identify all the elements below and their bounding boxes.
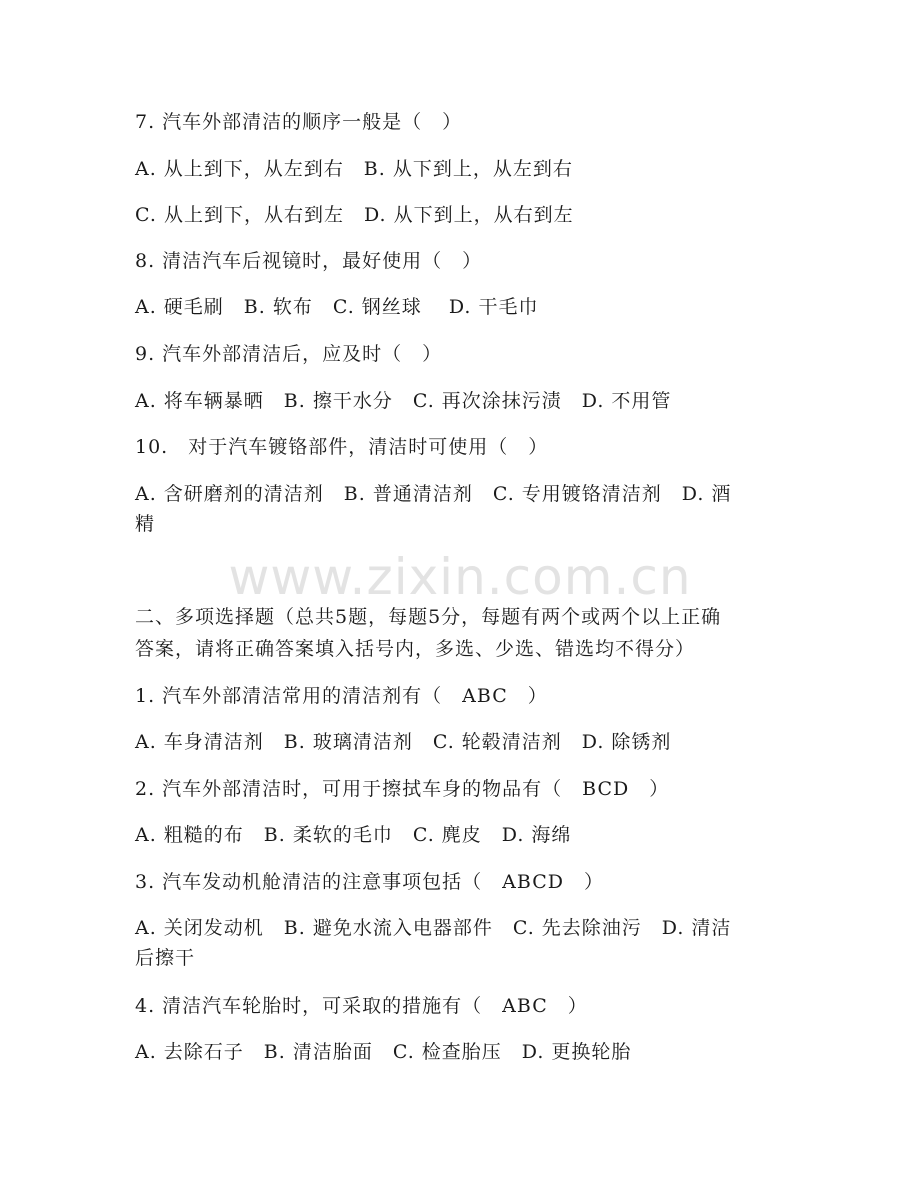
question-7: 7. 汽车外部清洁的顺序一般是（ ） [135, 111, 463, 133]
question-9: 9. 汽车外部清洁后，应及时（ ） [135, 343, 443, 365]
question-9-options: A. 将车辆暴晒 B. 擦干水分 C. 再次涂抹污渍 D. 不用管 [135, 390, 672, 412]
question-10-options-line2: 精 [135, 513, 156, 535]
watermark: www.zixin.com.cn [228, 548, 692, 606]
question-7-options-ab: A. 从上到下，从左到右 B. 从下到上，从左到右 [135, 158, 573, 180]
multi-question-1-options: A. 车身清洁剂 B. 玻璃清洁剂 C. 轮毂清洁剂 D. 除锈剂 [135, 731, 672, 753]
multi-question-4-options: A. 去除石子 B. 清洁胎面 C. 检查胎压 D. 更换轮胎 [135, 1041, 632, 1063]
question-8-options: A. 硬毛刷 B. 软布 C. 钢丝球 D. 干毛巾 [135, 296, 539, 318]
multi-question-3-options-line2: 后擦干 [135, 947, 196, 969]
section-heading-line2: 答案，请将正确答案填入括号内，多选、少选、错选均不得分） [135, 638, 696, 660]
multi-question-2-options: A. 粗糙的布 B. 柔软的毛巾 C. 麂皮 D. 海绵 [135, 824, 572, 846]
multi-question-4: 4. 清洁汽车轮胎时，可采取的措施有（ ABC ） [135, 995, 588, 1017]
question-10: 10. 对于汽车镀铬部件，清洁时可使用（ ） [135, 436, 549, 458]
multi-question-2: 2. 汽车外部清洁时，可用于擦拭车身的物品有（ BCD ） [135, 778, 670, 800]
question-7-options-cd: C. 从上到下，从右到左 D. 从下到上，从右到左 [135, 204, 574, 226]
multi-question-3-options-line1: A. 关闭发动机 B. 避免水流入电器部件 C. 先去除油污 D. 清洁 [135, 917, 732, 939]
question-8: 8. 清洁汽车后视镜时，最好使用（ ） [135, 250, 483, 272]
multi-question-1: 1. 汽车外部清洁常用的清洁剂有（ ABC ） [135, 685, 548, 707]
section-heading-line1: 二、多项选择题（总共5题，每题5分，每题有两个或两个以上正确 [135, 606, 722, 628]
question-10-options-line1: A. 含研磨剂的清洁剂 B. 普通清洁剂 C. 专用镀铬清洁剂 D. 酒 [135, 483, 732, 505]
multi-question-3: 3. 汽车发动机舱清洁的注意事项包括（ ABCD ） [135, 871, 604, 893]
